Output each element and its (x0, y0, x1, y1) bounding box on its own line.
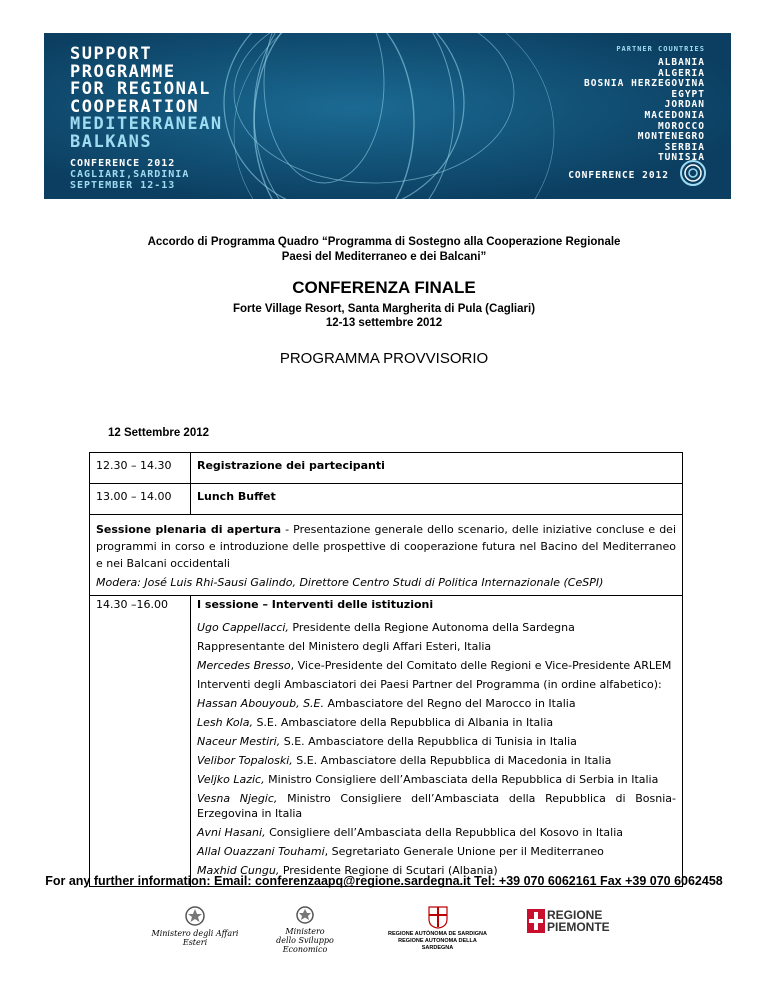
speaker-item (197, 639, 676, 654)
conference-logo-icon (679, 159, 707, 187)
agreement-line: Accordo di Programma Quadro “Programma di Sostegno alla Cooperazione Regionale (147, 236, 621, 248)
time-cell: 12.30 – 14.30 (90, 453, 191, 484)
footer-logos (0, 905, 768, 955)
speaker-item (197, 791, 676, 821)
speaker-name: Naceur Mestiri, (197, 735, 281, 748)
banner-title (70, 46, 223, 191)
banner-title-line: BALKANS (70, 131, 153, 152)
table-row (90, 484, 683, 515)
speaker-name: Ugo Cappellacci, (197, 621, 289, 634)
speaker-list (197, 620, 676, 878)
session-title: I sessione – Interventi delle istituzioni (197, 598, 434, 611)
speaker-name: Avni Hasani, (197, 826, 266, 839)
schedule-table (89, 452, 683, 887)
venue-info (0, 302, 768, 330)
partner-country: BOSNIA HERZEGOVINA (584, 78, 705, 90)
speaker-name: Hassan Abouyoub, S.E. (197, 697, 325, 710)
partner-country: EGYPT (671, 88, 705, 100)
sardegna-logo (385, 905, 490, 952)
partner-country: ALBANIA (657, 57, 705, 68)
session-cell (191, 596, 683, 887)
partner-country: SERBIA (664, 141, 705, 153)
speaker-role: Ambasciatore del Regno del Marocco in Italia (324, 697, 576, 710)
piemonte-name (547, 909, 610, 933)
speaker-item (197, 844, 676, 859)
banner-sub-line: CONFERENCE 2012 (70, 157, 176, 169)
banner-title-line: SUPPORT (70, 44, 153, 64)
speaker-name: Allal Ouazzani Touhami (197, 845, 325, 858)
plenary-cell (90, 515, 683, 596)
piemonte-flag-icon (527, 909, 545, 933)
speaker-role: , Vice-Presidente del Comitato delle Regioni e Vice-Presidente ARLEM (290, 659, 672, 672)
banner-title-line: COOPERATION (70, 96, 200, 117)
mse-name (255, 927, 355, 954)
speaker-item (197, 715, 676, 730)
emblem-icon (184, 905, 206, 927)
partner-header: PARTNER COUNTRIES (616, 45, 705, 53)
time-cell: 14.30 –16.00 (90, 596, 191, 887)
program-subtitle: PROGRAMMA PROVVISORIO (279, 350, 489, 367)
banner-title-line: PROGRAMME (70, 61, 176, 82)
speaker-role: Presidente della Regione Autonoma della Sardegna (288, 621, 575, 634)
table-row (90, 453, 683, 484)
sardegna-name-line: REGIONE AUTÒNOMA DE SARDIGNA (388, 931, 487, 937)
sardegna-name (385, 931, 490, 952)
partner-country: TUNISIA (657, 152, 705, 164)
banner-title-line: FOR REGIONAL (70, 79, 211, 100)
speaker-role: S.E. Ambasciatore della Repubblica di Albania in Italia (252, 716, 554, 729)
partner-country: MONTENEGRO (637, 131, 705, 143)
venue-dates: 12-13 settembre 2012 (325, 317, 443, 329)
mse-logo (255, 905, 355, 954)
banner-sub-line: CAGLIARI,SARDINIA (70, 168, 190, 180)
speaker-item (197, 620, 676, 635)
partner-country: MOROCCO (657, 120, 705, 132)
emblem-icon (295, 905, 315, 925)
speaker-role: Interventi degli Ambasciatori dei Paesi Partner del Programma (in ordine alfabetico): (197, 678, 662, 691)
table-row (90, 515, 683, 596)
plenary-text: - Presentazione generale dello scenario, delle iniziative concluse e dei programmi in corso e introduzione delle prospettive di cooperazione futura nel Bacino del Mediterraneo e nei Balcani occidentali (96, 523, 676, 570)
banner-sub-line: SEPTEMBER 12-13 (70, 179, 176, 191)
mse-name-line: dello Sviluppo Economico (276, 936, 334, 954)
speaker-item (197, 677, 676, 692)
sardegna-name-line: REGIONE AUTONOMA DELLA SARDEGNA (398, 938, 477, 951)
speaker-role: Consigliere dell’Ambasciata della Repubblica del Kosovo in Italia (265, 826, 624, 839)
speaker-item (197, 825, 676, 840)
agreement-line: Paesi del Mediterraneo e dei Balcani” (281, 251, 487, 263)
agreement-title (0, 235, 768, 265)
speaker-item (197, 734, 676, 749)
partner-country: MACEDONIA (644, 109, 705, 121)
speaker-name: Vesna Njegic, (197, 792, 278, 805)
banner-title-line: MEDITERRANEAN (70, 114, 223, 135)
contact-info: For any further information: Email: conferenzaapq@regione.sardegna.it Tel: +39 070 6062161 Fax +39 070 6062458 (45, 874, 723, 888)
sardinia-crest-icon (427, 905, 449, 929)
mae-logo (150, 905, 240, 947)
speaker-role: Ministro Consigliere dell’Ambasciata della Repubblica di Serbia in Italia (264, 773, 659, 786)
banner-conference-label: CONFERENCE 2012 (568, 170, 669, 181)
speaker-name: Velibor Topaloski, (197, 754, 293, 767)
header-banner (44, 33, 731, 199)
speaker-role: S.E. Ambasciatore della Repubblica di Macedonia in Italia (292, 754, 612, 767)
piemonte-name-line: REGIONE (547, 908, 603, 922)
speaker-name: Mercedes Bresso (197, 659, 291, 672)
activity-cell: Lunch Buffet (191, 484, 683, 515)
speaker-item (197, 658, 676, 673)
speaker-role: Ministro Consigliere dell’Ambasciata della Repubblica di Bosnia-Erzegovina in Italia (197, 792, 676, 820)
venue-name: Forte Village Resort, Santa Margherita di Pula (Cagliari) (232, 303, 536, 315)
speaker-name: Lesh Kola, (197, 716, 253, 729)
speaker-role: Presidente Regione di Scutari (Albania) (279, 864, 498, 877)
banner-subtitle (70, 158, 223, 191)
speaker-item (197, 772, 676, 787)
speaker-name: Veljko Lazic, (197, 773, 265, 786)
speaker-role: Rappresentante del Ministero degli Affari Esteri, Italia (197, 640, 492, 653)
speaker-item (197, 753, 676, 768)
partner-countries (584, 45, 705, 164)
day-heading: 12 Settembre 2012 (108, 427, 210, 439)
mae-name: Ministero degli Affari Esteri (151, 929, 239, 947)
speaker-role: S.E. Ambasciatore della Repubblica di Tunisia in Italia (280, 735, 577, 748)
speaker-item (197, 696, 676, 711)
moderator: Modera: José Luis Rhi-Sausi Galindo, Direttore Centro Studi di Politica Internazionale (CeSPI) (96, 576, 604, 589)
partner-country: JORDAN (664, 99, 705, 111)
speaker-name: Maxhid Cungu, (197, 864, 280, 877)
time-cell: 13.00 – 14.00 (90, 484, 191, 515)
partner-country: ALGERIA (657, 67, 705, 79)
piemonte-name-line: PIEMONTE (547, 920, 610, 934)
page-title: CONFERENZA FINALE (292, 278, 476, 297)
mse-name-line: Ministero (285, 927, 325, 936)
activity-cell: Registrazione dei partecipanti (191, 453, 683, 484)
plenary-title: Sessione plenaria di apertura (96, 523, 282, 536)
speaker-role: , Segretariato Generale Unione per il Mediterraneo (324, 845, 604, 858)
table-row (90, 596, 683, 887)
